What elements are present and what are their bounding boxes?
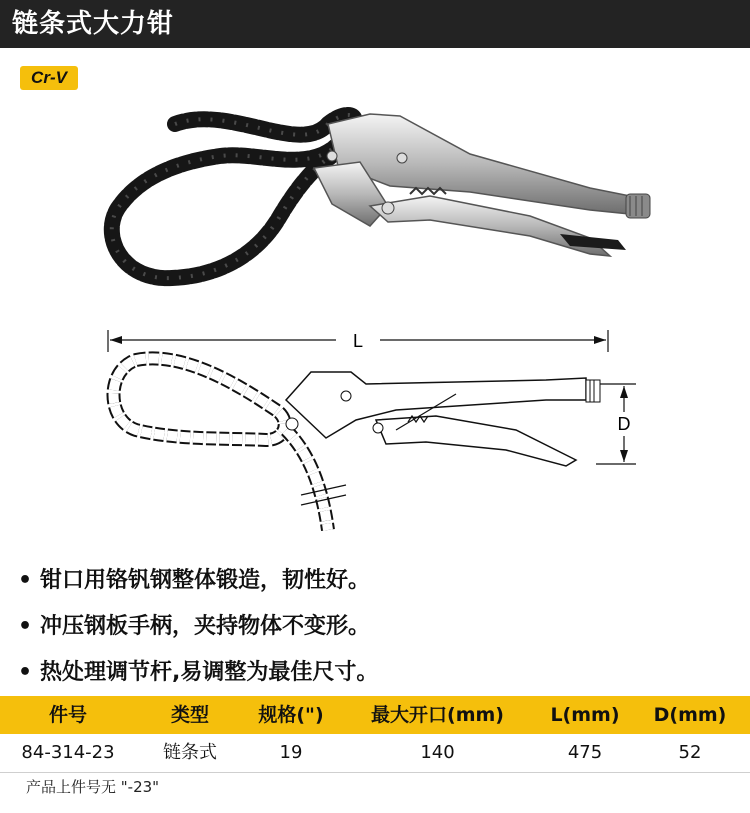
depth-label: D (617, 414, 631, 434)
cell-size: 19 (279, 742, 303, 763)
spec-table (0, 696, 750, 773)
cell-depth: 52 (678, 742, 702, 763)
table-row (0, 734, 750, 773)
bullet-icon: • (18, 660, 33, 685)
feature-item: • 钳口用铬钒钢整体锻造，韧性好。 (18, 566, 738, 612)
chain-shape (112, 115, 355, 278)
cell-length: 475 (567, 742, 603, 763)
feature-item: • 冲压钢板手柄，夹持物体不变形。 (18, 612, 738, 658)
bullet-icon: • (18, 568, 33, 593)
material-badge: Cr-V (20, 66, 78, 90)
cell-type: 链条式 (163, 742, 217, 763)
header-max-opening: 最大开口(mm) (371, 704, 504, 726)
header-type: 类型 (170, 704, 209, 726)
footnote: 产品上件号无 "-23" (26, 778, 160, 796)
cell-part-number: 84-314-23 (21, 742, 115, 763)
header-part-number: 件号 (48, 704, 87, 726)
page-title: 链条式大力钳 (0, 0, 750, 48)
table-header (0, 696, 750, 734)
dimension-drawing (96, 320, 646, 540)
length-label: L (352, 331, 364, 351)
cell-max-opening: 140 (420, 742, 455, 763)
feature-item: • 热处理调节杆,易调整为最佳尺寸。 (18, 658, 738, 704)
bullet-icon: • (18, 614, 33, 639)
feature-list (18, 566, 738, 704)
product-photo (70, 96, 670, 316)
header-size: 规格(") (258, 704, 324, 726)
header-depth: D(mm) (653, 704, 727, 726)
header-length: L(mm) (550, 704, 620, 726)
